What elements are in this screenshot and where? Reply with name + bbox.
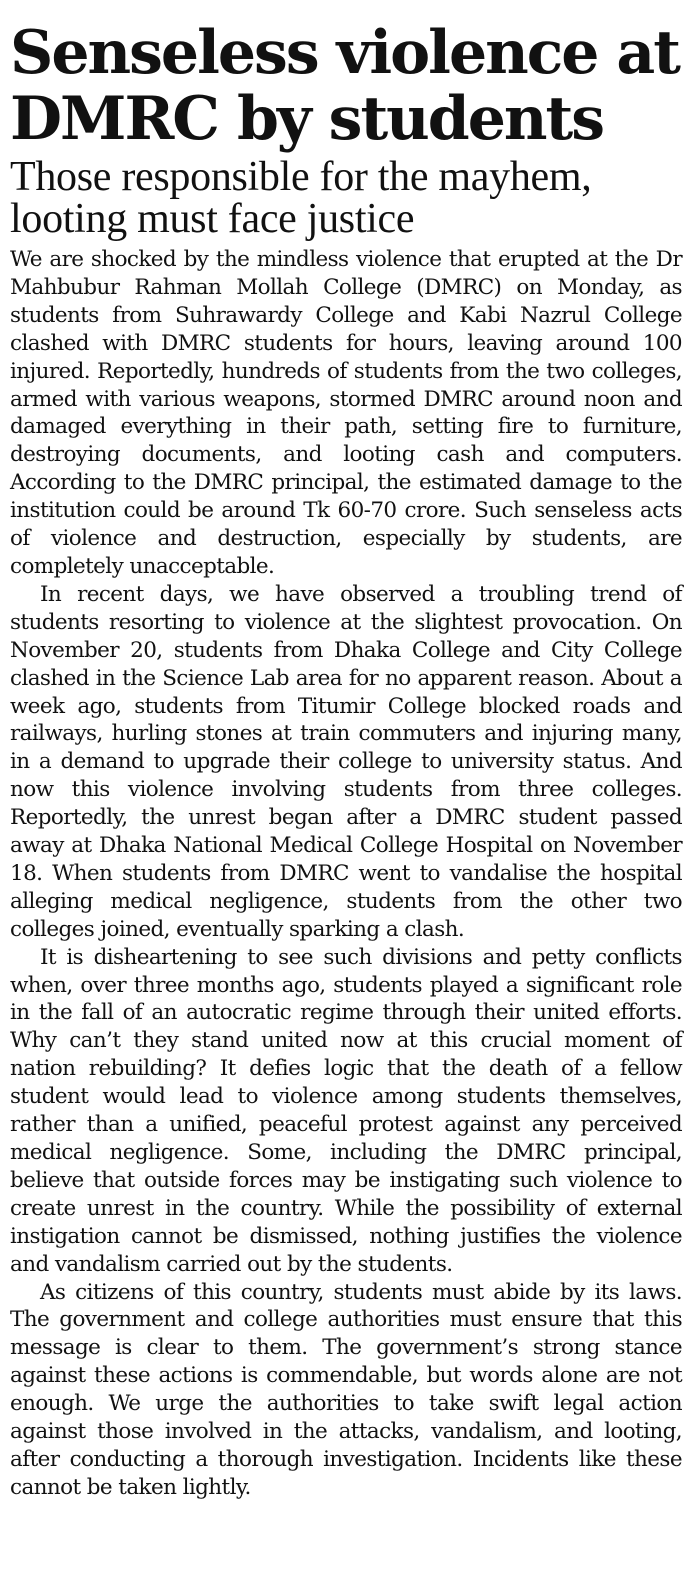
- paragraph: It is disheartening to see such divisions and petty conflicts when, over three months ago, students played a significant role in the fall of an autocratic regime through their united efforts. Why can’t they stand united now at this crucial moment of nation rebuilding? It defies logic that the death of a fellow student would lead to violence among students themselves, rather than a unified, peaceful protest against any perceived medical negligence. Some, including the DMRC principal, believe that outside forces may be instigating such violence to create unrest in the country. While the possibility of external instigation cannot be dismissed, nothing justifies the violence and vandalism carried out by the students.: [10, 944, 682, 1277]
- paragraph: We are shocked by the mindless violence that erupted at the Dr Mahbubur Rahman Mollah College (DMRC) on Monday, as students from Suhrawardy College and Kabi Nazrul College clashed with DMRC students for hours, leaving around 100 injured. Reportedly, hundreds of students from the two colleges, armed with various weapons, stormed DMRC around noon and damaged everything in their path, setting fire to furniture, destroying documents, and looting cash and computers. According to the DMRC principal, the estimated damage to the institution could be around Tk 60-70 crore. Such senseless acts of violence and destruction, especially by students, are completely unacceptable.: [10, 247, 682, 579]
- subheadline: Those responsible for the mayhem, looting must face justice: [10, 154, 592, 242]
- article-body: [10, 246, 682, 1502]
- headline: Senseless violence at DMRC by students: [10, 18, 679, 154]
- paragraph: As citizens of this country, students must abide by its laws. The government and college authorities must ensure that this message is clear to them. The government’s strong stance against these actions is commendable, but words alone are not enough. We urge the authorities to take swift legal action against those involved in the attacks, vandalism, and looting, after conducting a thorough investigation. Incidents like these cannot be taken lightly.: [10, 1279, 682, 1500]
- paragraph: In recent days, we have observed a troubling trend of students resorting to violence at the slightest provocation. On November 20, students from Dhaka College and City College clashed in the Science Lab area for no apparent reason. About a week ago, students from Titumir College blocked roads and railways, hurling stones at train commuters and injuring many, in a demand to upgrade their college to university status. And now this violence involving students from three colleges. Reportedly, the unrest began after a DMRC student passed away at Dhaka National Medical College Hospital on November 18. When students from DMRC went to vandalise the hospital alleging medical negligence, students from the other two colleges joined, eventually sparking a clash.: [10, 581, 682, 942]
